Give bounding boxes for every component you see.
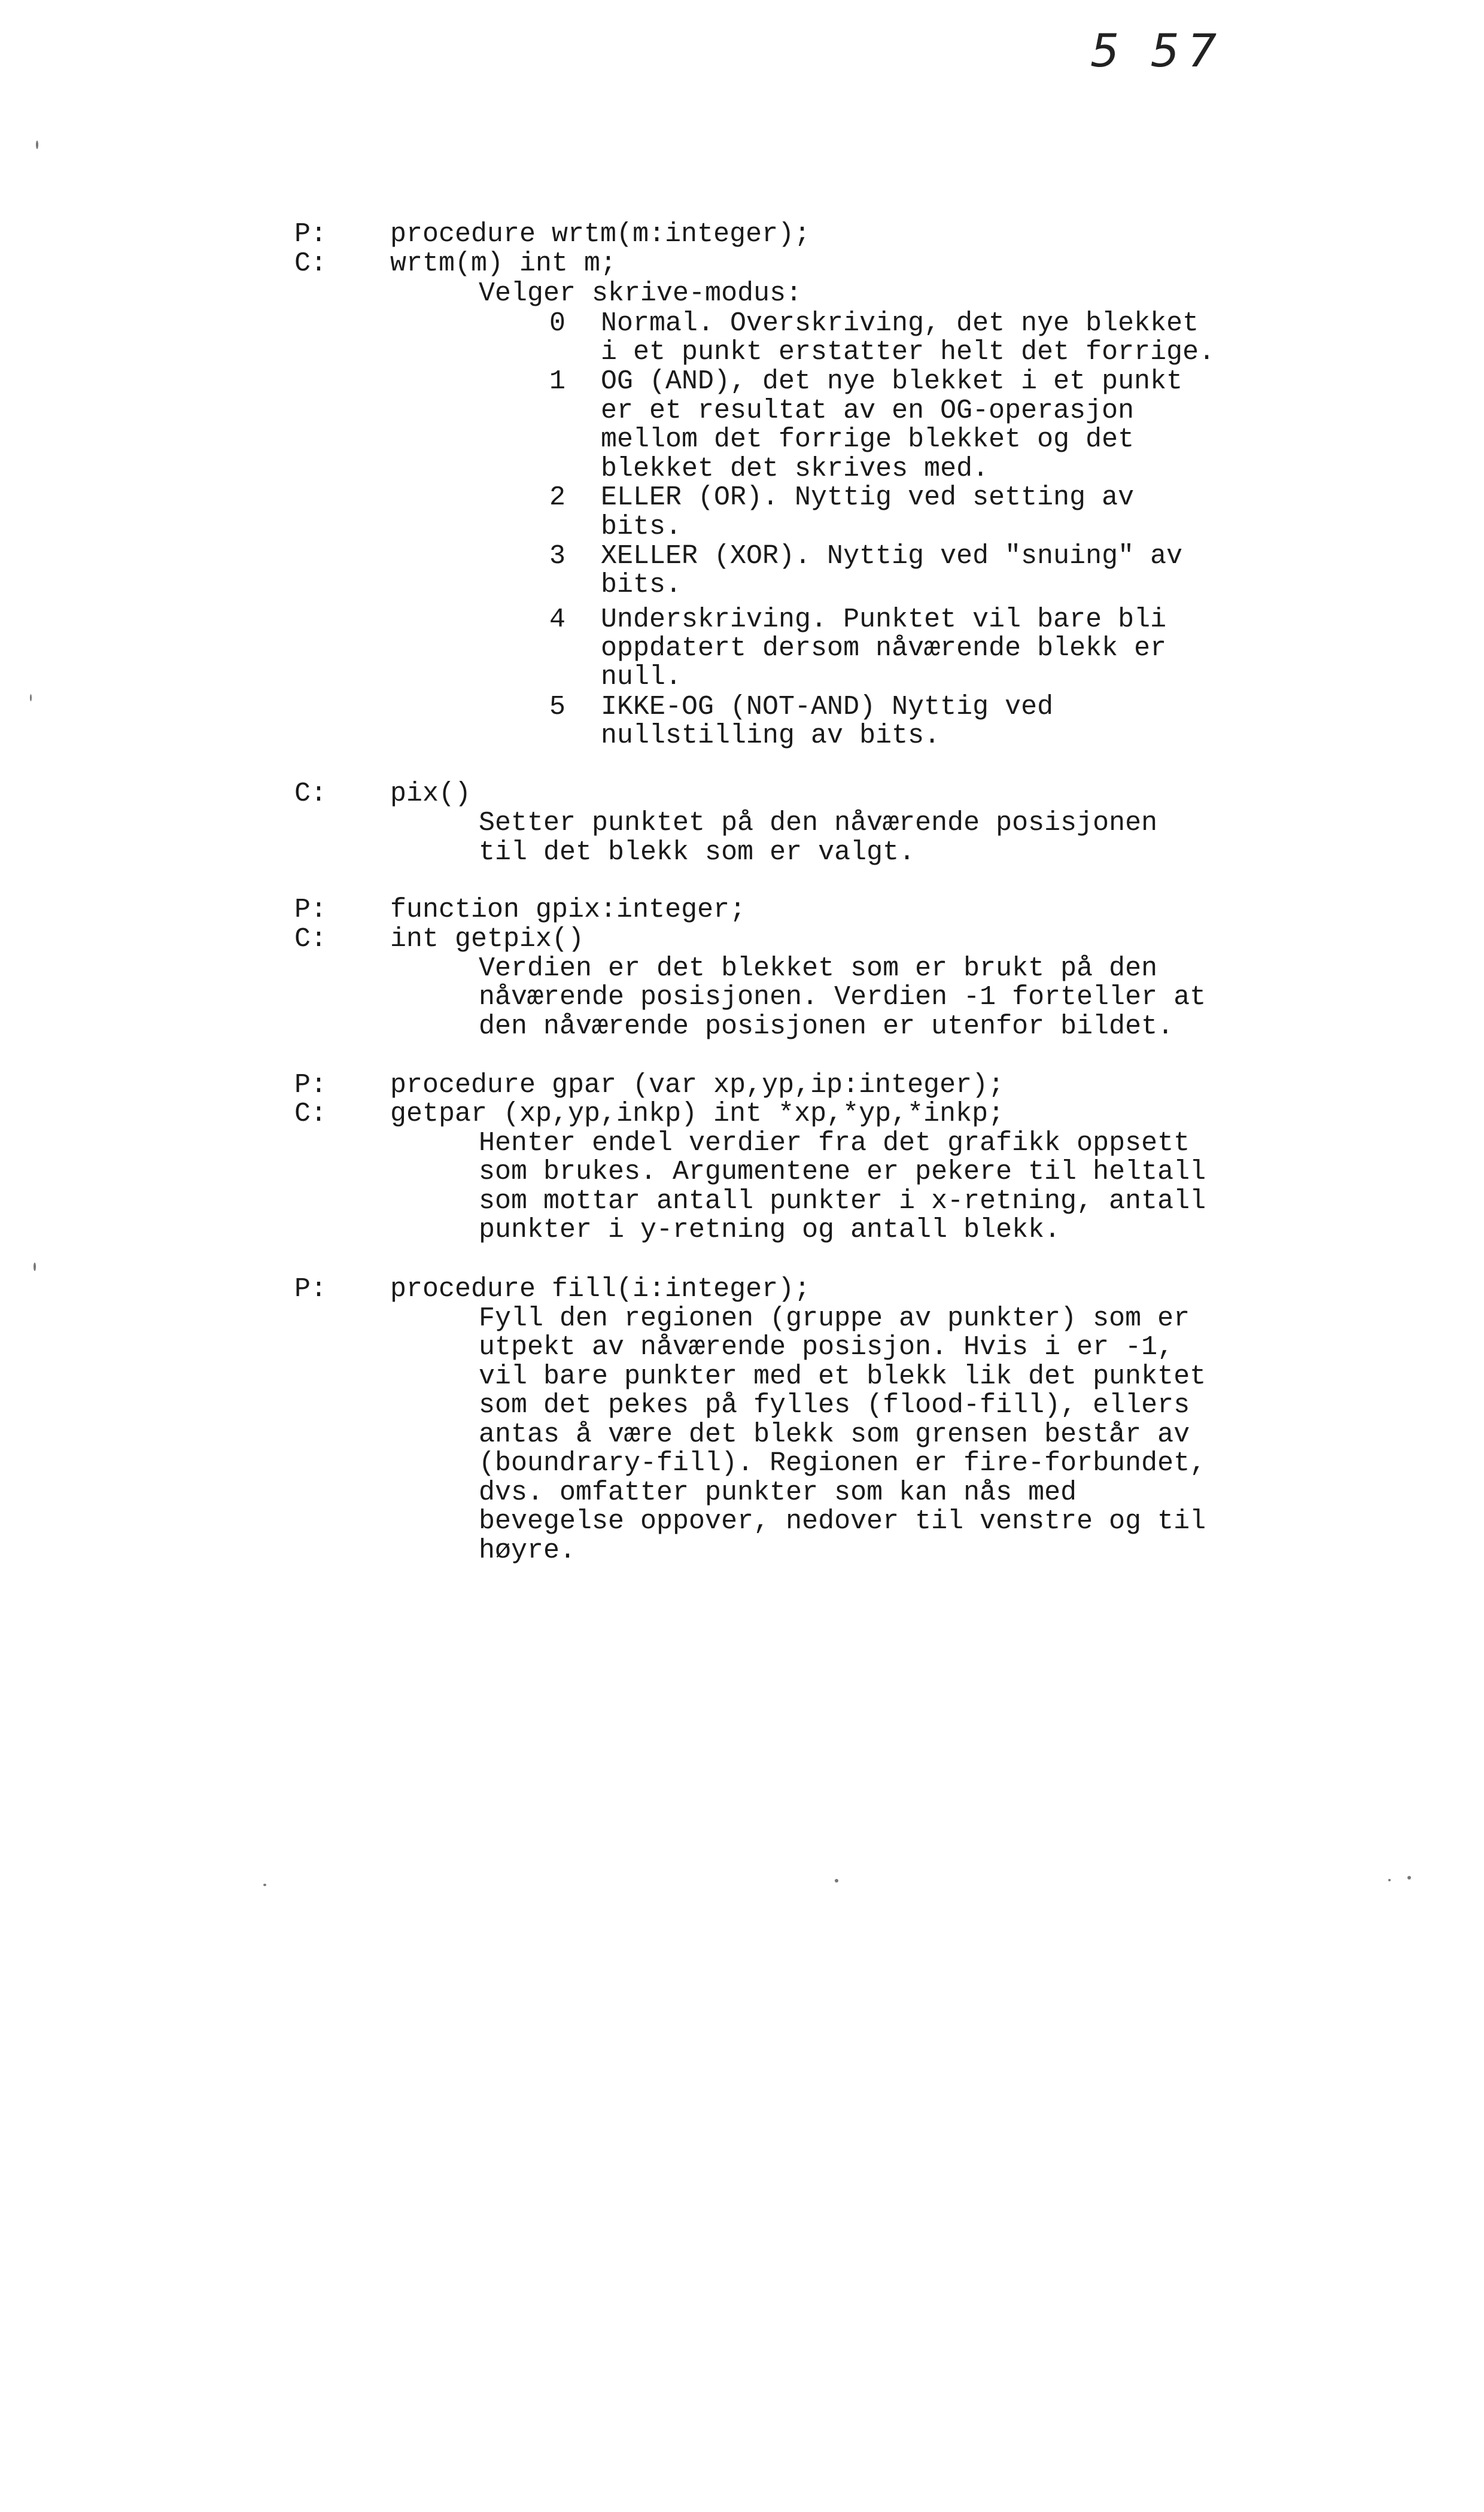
description-line: bevegelse oppover, nedover til venstre og til xyxy=(479,1506,1206,1537)
signature-c: wrtm(m) int m; xyxy=(390,248,617,279)
description-line: vil bare punkter med et blekk lik det punktet xyxy=(479,1361,1206,1392)
description-line: Fyll den regionen (gruppe av punkter) som er xyxy=(479,1303,1190,1334)
option-number: 1 xyxy=(549,366,566,397)
scan-speck xyxy=(1388,1879,1391,1881)
option-number: 2 xyxy=(549,482,566,513)
option-line: null. xyxy=(601,662,682,692)
description-line: den nåværende posisjonen er utenfor bildet. xyxy=(479,1011,1174,1042)
option-line: IKKE-OG (NOT-AND) Nyttig ved xyxy=(601,692,1054,722)
signature-pascal: function gpix:integer; xyxy=(390,895,746,925)
description-line: Verdien er det blekket som er brukt på den xyxy=(479,953,1158,984)
scan-speck xyxy=(34,1263,36,1271)
description-line: Henter endel verdier fra det grafikk oppsett xyxy=(479,1128,1190,1158)
label-c: C: xyxy=(294,248,327,279)
description-line: antas å være det blekk som grensen består av xyxy=(479,1419,1190,1450)
option-number: 0 xyxy=(549,308,566,339)
description-line: dvs. omfatter punkter som kan nås med xyxy=(479,1477,1077,1508)
option-line: OG (AND), det nye blekket i et punkt xyxy=(601,366,1183,397)
scan-speck xyxy=(36,141,38,149)
description-line: punkter i y-retning og antall blekk. xyxy=(479,1215,1061,1245)
option-line: mellom det forrige blekket og det xyxy=(601,424,1135,455)
description-line: høyre. xyxy=(479,1535,576,1566)
description-line: (boundrary-fill). Regionen er fire-forbundet, xyxy=(479,1448,1206,1479)
option-line: bits. xyxy=(601,570,682,600)
option-number: 5 xyxy=(549,692,566,722)
scan-speck xyxy=(30,694,32,701)
option-line: bits. xyxy=(601,512,682,542)
option-line: nullstilling av bits. xyxy=(601,720,941,751)
page-number: 5 57 xyxy=(1090,24,1225,77)
option-line: blekket det skrives med. xyxy=(601,454,989,484)
signature-c: int getpix() xyxy=(390,924,585,954)
option-line: ELLER (OR). Nyttig ved setting av xyxy=(601,482,1135,513)
section-intro: Velger skrive-modus: xyxy=(479,278,802,309)
description-line: utpekt av nåværende posisjon. Hvis i er -1, xyxy=(479,1332,1174,1363)
option-line: oppdatert dersom nåværende blekk er xyxy=(601,633,1167,664)
label-c: C: xyxy=(294,1099,327,1129)
description-line: Setter punktet på den nåværende posisjonen xyxy=(479,808,1158,838)
option-line: XELLER (XOR). Nyttig ved "snuing" av xyxy=(601,541,1183,571)
scan-speck xyxy=(1407,1876,1411,1880)
label-c: C: xyxy=(294,778,327,809)
option-line: er et resultat av en OG-operasjon xyxy=(601,396,1135,426)
signature-c: pix() xyxy=(390,778,472,809)
description-line: som brukes. Argumentene er pekere til heltall xyxy=(479,1157,1206,1187)
description-line: som det pekes på fylles (flood-fill), ellers xyxy=(479,1390,1190,1421)
label-p: P: xyxy=(294,895,327,925)
scan-speck xyxy=(263,1884,266,1886)
option-number: 4 xyxy=(549,604,566,635)
signature-pascal: procedure fill(i:integer); xyxy=(390,1274,811,1304)
label-p: P: xyxy=(294,1274,327,1304)
label-c: C: xyxy=(294,924,327,954)
option-number: 3 xyxy=(549,541,566,571)
signature-pascal: procedure gpar (var xp,yp,ip:integer); xyxy=(390,1070,1005,1100)
signature-pascal: procedure wrtm(m:integer); xyxy=(390,219,811,250)
description-line: nåværende posisjonen. Verdien -1 forteller at xyxy=(479,982,1206,1012)
scan-speck xyxy=(835,1879,838,1883)
description-line: til det blekk som er valgt. xyxy=(479,837,916,868)
label-p: P: xyxy=(294,1070,327,1100)
description-line: som mottar antall punkter i x-retning, antall xyxy=(479,1186,1206,1217)
option-line: Underskriving. Punktet vil bare bli xyxy=(601,604,1167,635)
signature-c: getpar (xp,yp,inkp) int *xp,*yp,*inkp; xyxy=(390,1099,1005,1129)
option-line: Normal. Overskriving, det nye blekket xyxy=(601,308,1199,339)
label-p: P: xyxy=(294,219,327,250)
option-line: i et punkt erstatter helt det forrige. xyxy=(601,337,1215,367)
